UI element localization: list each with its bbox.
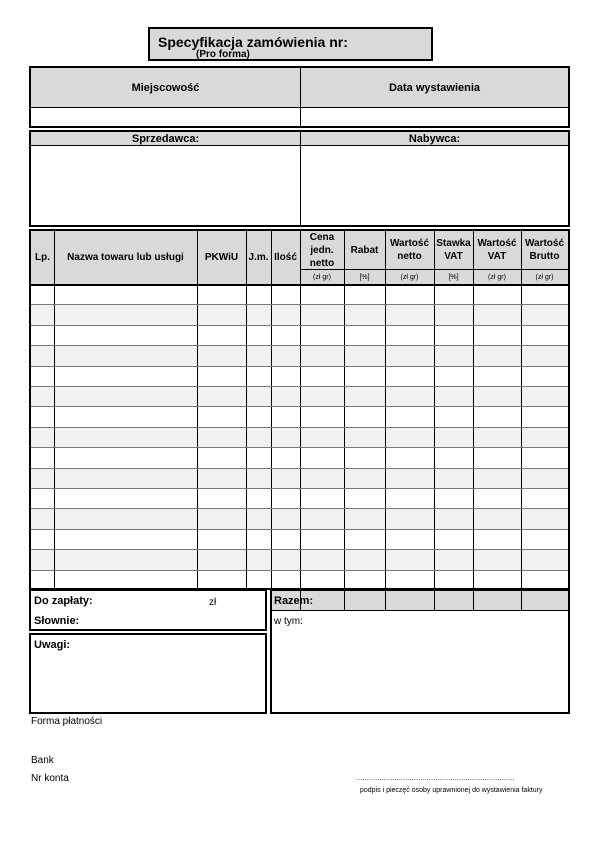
- table-row-divider: [31, 386, 568, 387]
- table-row-divider: [31, 427, 568, 428]
- account-number-label: Nr konta: [31, 773, 69, 784]
- title-box: [148, 27, 433, 61]
- table-row-divider: [31, 468, 568, 469]
- table-row-divider: [31, 304, 568, 305]
- notes-block: [29, 633, 267, 714]
- total-cell-divider: [473, 591, 474, 610]
- bank-label: Bank: [31, 755, 54, 766]
- total-cell-divider: [344, 591, 345, 610]
- buyer-label: Nabywca:: [408, 132, 461, 145]
- items-table: [29, 229, 570, 590]
- currency-label: zł: [209, 597, 217, 608]
- seller-field[interactable]: [31, 146, 300, 225]
- column-header: Wartość VAT: [477, 238, 517, 262]
- table-row-divider: [31, 508, 568, 509]
- document-subtitle: (Pro forma): [196, 49, 250, 60]
- in-words-label: Słownie:: [34, 615, 80, 627]
- buyer-field[interactable]: [301, 146, 568, 225]
- total-cell-divider: [434, 591, 435, 610]
- column-header: Stawka VAT: [436, 238, 471, 262]
- place-label: Miejscowość: [131, 81, 200, 94]
- column-header: Wartość Brutto: [524, 238, 565, 262]
- column-header: Lp.: [35, 252, 50, 263]
- notes-label: Uwagi:: [34, 639, 71, 651]
- total-block: [270, 589, 570, 714]
- column-unit: (zł gr): [313, 273, 331, 281]
- total-label: Razem:: [274, 595, 314, 607]
- column-unit: [%]: [359, 273, 370, 281]
- including-label: w tym:: [274, 616, 303, 627]
- table-row-divider: [31, 529, 568, 530]
- document-title: Specyfikacja zamówienia nr:: [158, 34, 348, 50]
- column-unit: [%]: [448, 273, 459, 281]
- total-cell-divider: [521, 591, 522, 610]
- table-row-divider: [31, 406, 568, 407]
- header-bottom-divider: [31, 284, 568, 286]
- place-date-block: [29, 66, 570, 128]
- column-header: PKWiU: [204, 252, 239, 263]
- total-cell-divider: [300, 591, 301, 610]
- table-row-divider: [31, 366, 568, 367]
- issue-date-field[interactable]: [301, 108, 568, 126]
- signature-line: ..........................................................................: [356, 775, 515, 782]
- table-row-divider: [31, 345, 568, 346]
- table-row-divider: [31, 488, 568, 489]
- column-header: Cena jedn. netto: [309, 231, 335, 269]
- table-row-divider: [31, 570, 568, 571]
- seller-label: Sprzedawca:: [131, 132, 200, 145]
- column-header: Nazwa towaru lub usługi: [67, 252, 184, 263]
- column-header: Wartość netto: [389, 238, 430, 262]
- total-cell-divider: [385, 591, 386, 610]
- parties-block: [29, 130, 570, 227]
- signature-caption: podpis i pieczęć osoby uprawnionej do wystawienia faktury: [360, 787, 543, 794]
- to-pay-block: [29, 589, 267, 631]
- payment-form-label: Forma płatności: [31, 716, 103, 727]
- column-header: Ilość: [274, 252, 297, 263]
- table-row-divider: [31, 447, 568, 448]
- column-unit: (zł gr): [535, 273, 554, 281]
- table-row-divider: [31, 325, 568, 326]
- column-header: J.m.: [248, 252, 269, 263]
- column-unit: (zł gr): [488, 273, 506, 281]
- issue-date-label: Data wystawienia: [388, 81, 481, 94]
- to-pay-label: Do zapłaty:: [34, 595, 93, 607]
- place-field[interactable]: [31, 108, 300, 126]
- column-header: Rabat: [350, 244, 379, 256]
- table-row-divider: [31, 549, 568, 550]
- column-unit: (zł gr): [400, 273, 419, 281]
